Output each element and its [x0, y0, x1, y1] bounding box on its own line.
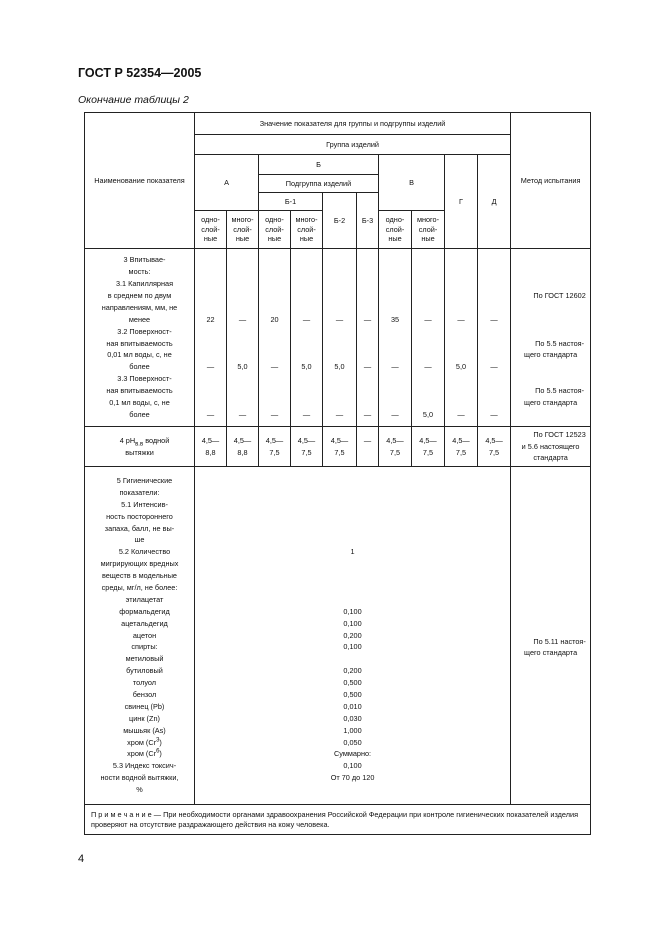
method-column-header: Метод испытания — [511, 113, 591, 249]
ph-value-a-multi: 4,5— 8,8 — [227, 427, 259, 467]
absorbency-values-b1-single: 20 — — — [259, 249, 291, 427]
v-single-layer-header: одно- слой- ные — [379, 211, 412, 249]
a-single-layer-header: одно- слой- ные — [195, 211, 227, 249]
subgroup-b1-header: Б-1 — [259, 193, 323, 211]
v-multi-layer-header: много- слой- ные — [412, 211, 445, 249]
absorbency-values-d: — — — — [478, 249, 511, 427]
subgroup-b3-header: Б-3 — [357, 193, 379, 249]
group-b-header: Б — [259, 155, 379, 175]
hygienic-name: 5 Гигиенические показатели: 5.1 Интенсив- ность постороннего запаха, балл, не вы- ше 5.2 Количество мигрирующих вредных веществ в модельные среды, мг/л, не более: этилацетат формальдегид ацетальдегид ацетон спирты: метиловый бутиловый толуол бензол свинец (Pb) цинк (Zn) мышьяк (As) хром (Cr$^3$) хром (Cr$^6$) 5.3 Индекс токсич- ности водной вытяжки, % — [85, 467, 195, 805]
absorbency-values-v-single: 35 — — — [379, 249, 412, 427]
ph-value-v-multi: 4,5— 7,5 — [412, 427, 445, 467]
absorbency-name: 3 Впитывае- мость: 3.1 Капиллярная в среднем по двум направлениям, мм, не менее 3.2 Поверхност- ная впитываемость 0,01 мл воды, с, не более 3.3 Поверхност- ная впитываемость 0,1 мл воды, с, не более — [85, 249, 195, 427]
group-header: Группа изделий — [195, 135, 511, 155]
absorbency-values-b2: — 5,0 — — [323, 249, 357, 427]
b1-single-layer-header: одно- слой- ные — [259, 211, 291, 249]
page-number: 4 — [78, 853, 85, 865]
ph-value-g: 4,5— 7,5 — [445, 427, 478, 467]
absorbency-values-v-multi: — — 5,0 — [412, 249, 445, 427]
a-multi-layer-header: много- слой- ные — [227, 211, 259, 249]
group-d-header: Д — [478, 155, 511, 249]
ph-value-a-single: 4,5— 8,8 — [195, 427, 227, 467]
table-caption: Окончание таблицы 2 — [78, 94, 189, 106]
table-note: П р и м е ч а н и е — При необходимости органами здравоохранения Российской Федерации при контроле гигиенических показателей изделия проверяют на отсутствие раздражающего действия на кожу человека. — [85, 805, 591, 835]
subgroup-b2-header: Б-2 — [323, 193, 357, 249]
absorbency-values-a-multi: — 5,0 — — [227, 249, 259, 427]
table-row-hygienic — [85, 467, 591, 805]
ph-method: По ГОСТ 12523 и 5.6 настоящего стандарта — [511, 427, 591, 467]
absorbency-values-b3: — — — — [357, 249, 379, 427]
name-column-header: Наименование показателя — [85, 113, 195, 249]
standard-header: ГОСТ Р 52354—2005 — [78, 66, 202, 80]
ph-name: 4 $pH_{в.в}$ водной вытяжки — [85, 427, 195, 467]
subgroup-header: Подгруппа изделий — [259, 175, 379, 193]
ph-value-b2: 4,5— 7,5 — [323, 427, 357, 467]
absorbency-method: По ГОСТ 12602 По 5.5 настоя- щего стандарта По 5.5 настоя- щего стандарта — [511, 249, 591, 427]
ph-value-b3: — — [357, 427, 379, 467]
b1-multi-layer-header: много- слой- ные — [291, 211, 323, 249]
ph-value-b1-single: 4,5— 7,5 — [259, 427, 291, 467]
group-g-header: Г — [445, 155, 478, 249]
table-row-absorbency — [85, 249, 591, 427]
hygienic-method: По 5.11 настоя- щего стандарта — [511, 467, 591, 805]
specification-table — [84, 112, 591, 835]
absorbency-values-b1-multi: — 5,0 — — [291, 249, 323, 427]
absorbency-values-g: — 5,0 — — [445, 249, 478, 427]
ph-value-d: 4,5— 7,5 — [478, 427, 511, 467]
ph-value-v-single: 4,5— 7,5 — [379, 427, 412, 467]
group-v-header: В — [379, 155, 445, 211]
ph-value-b1-multi: 4,5— 7,5 — [291, 427, 323, 467]
table-row-ph — [85, 427, 591, 467]
hygienic-values: 1 0,100 0,100 0,200 0,100 0,200 0,500 0,500 0,010 0,030 1,000 0,050 Суммарно: 0,100 От 70 до 120 — [195, 467, 511, 805]
group-a-header: А — [195, 155, 259, 211]
absorbency-values-a-single: 22 — — — [195, 249, 227, 427]
values-header: Значение показателя для группы и подгруппы изделий — [195, 113, 511, 135]
